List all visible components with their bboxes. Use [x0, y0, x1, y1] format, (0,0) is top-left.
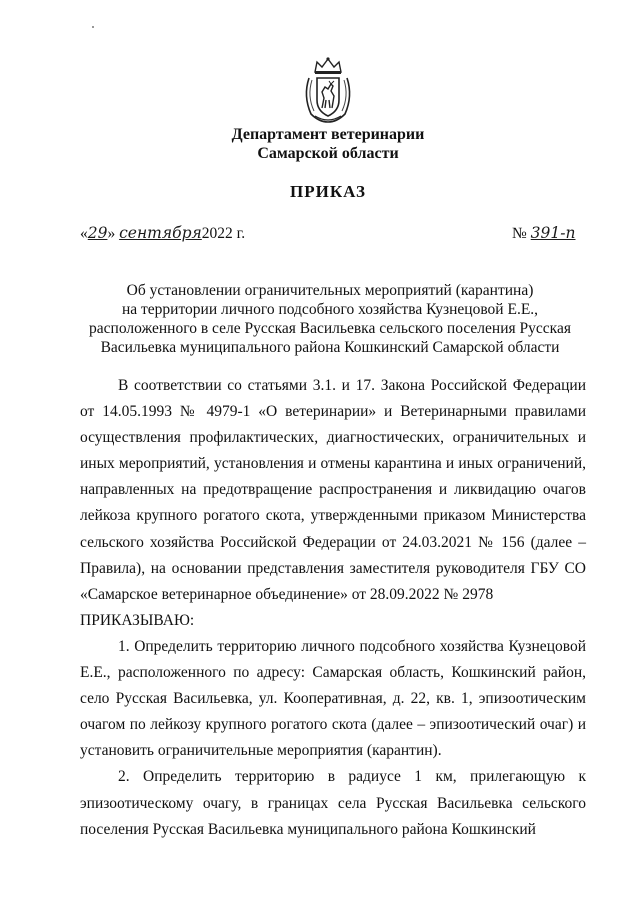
date-year: 2022 г. [201, 225, 246, 242]
org-name-line1: Департамент ветеринарии [231, 126, 425, 143]
date-open-quote: « [80, 225, 88, 242]
date-month: сентября [119, 224, 202, 242]
number-prefix: № [512, 225, 527, 242]
date-close-quote: » [107, 225, 116, 242]
samara-coat-of-arms-icon [301, 56, 355, 124]
order-body [80, 373, 586, 843]
subject-line: на территории личного подсобного хозяйства Кузнецовой Е.Е., [121, 301, 539, 318]
subject-line: Об установлении ограничительных мероприятий (карантина) [126, 282, 534, 299]
document-title: ПРИКАЗ [290, 182, 366, 201]
order-item-2: 2. Определить территорию в радиусе 1 км, прилегающую к эпизоотическому очагу, в границах села Русская Васильевка сельского поселения Русская Васильевка муниципального района Кошкинский [80, 768, 586, 838]
order-date [80, 224, 245, 243]
order-subject [60, 281, 600, 357]
subject-line: Васильевка муниципального района Кошкинский Самарской области [100, 339, 560, 356]
order-item-1: 1. Определить территорию личного подсобного хозяйства Кузнецовой Е.Е., расположенного по адресу: Самарская область, Кошкинский район, село Русская Васильевка, ул. Кооперативная, д. 22, кв. 1, эпизоотическим очагом по лейкозу крупного рогатого скота (далее – эпизоотический очаг) и установить ограничительные мероприятия (карантин). [80, 637, 586, 760]
scan-dot [92, 26, 94, 28]
number-value: 391-п [530, 224, 576, 242]
date-day: 29 [87, 224, 108, 242]
order-directive-word: ПРИКАЗЫВАЮ: [80, 611, 195, 629]
subject-line: расположенного в селе Русская Васильевка сельского поселения Русская [89, 320, 571, 337]
order-number [512, 224, 575, 243]
preamble-paragraph: В соответствии со статьями 3.1. и 17. Закона Российской Федерации от 14.05.1993 № 4979-1 «О ветеринарии» и Ветеринарными правилами осуществления профилактических, диагностических, ограничительных и иных мероприятий, установления и отмены карантина и иных ограничений, направленных на предотвращение распространения и ликвидацию очагов лейкоза крупного рогатого скота, утвержденными приказом Министерства сельского хозяйства Российской Федерации от 24.03.2021 № 156 (далее – Правила), на основании представления заместителя руководителя ГБУ СО «Самарское ветеринарное объединение» от 28.09.2022 № 2978 [80, 377, 586, 603]
org-name-line2: Самарской области [257, 145, 399, 162]
